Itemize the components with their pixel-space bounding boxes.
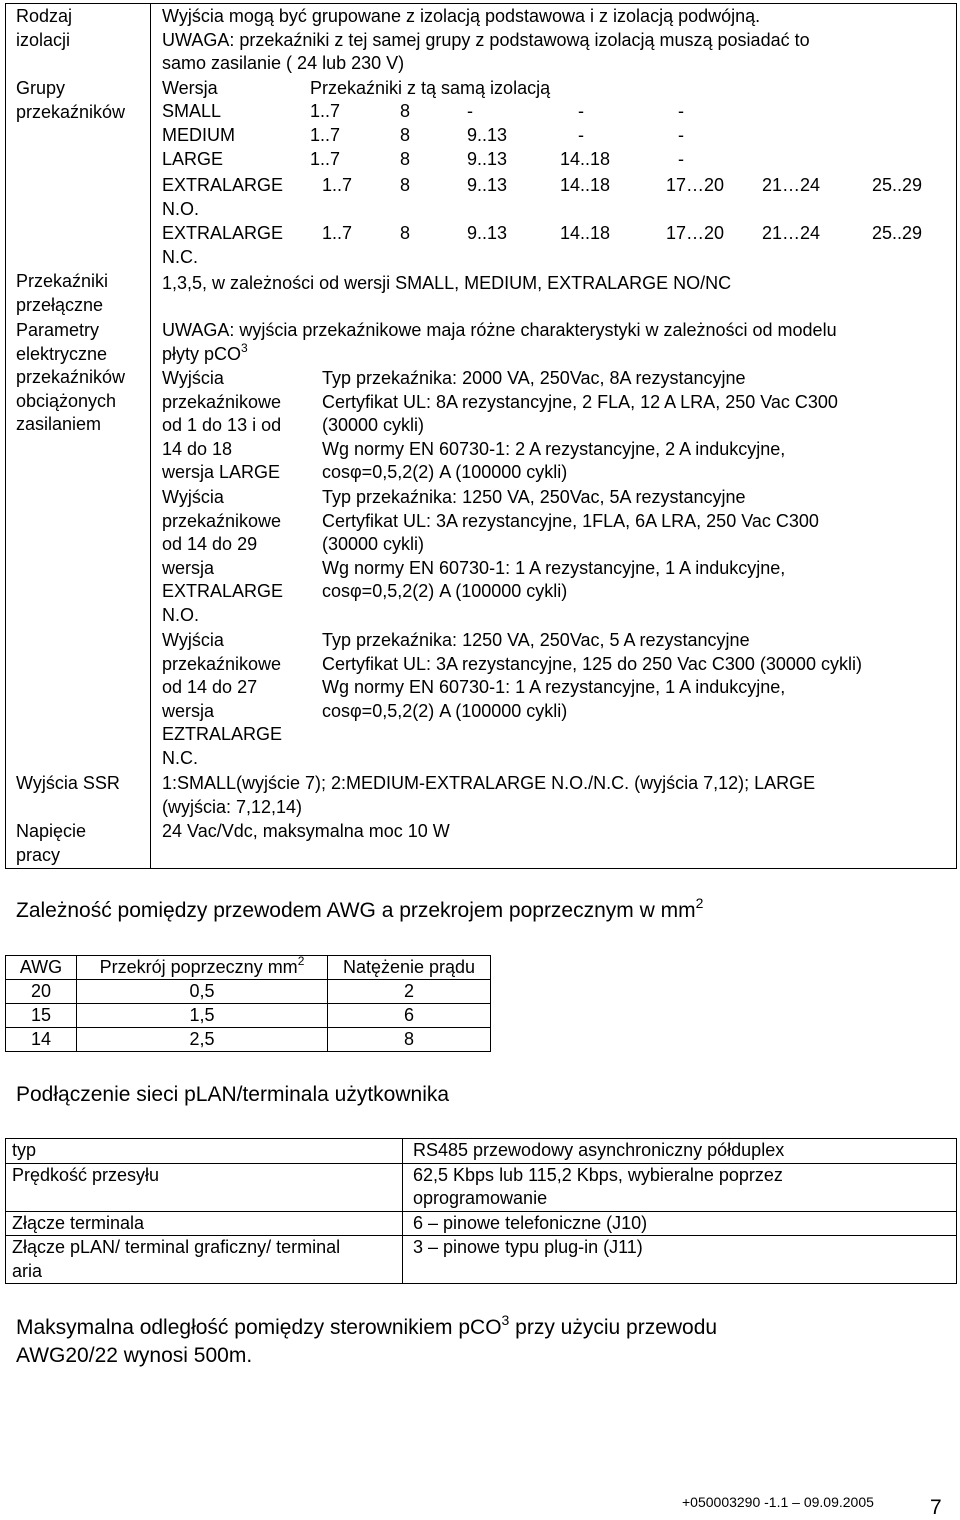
table-row: 14 2,5 8 [6,1028,491,1052]
label-parametry: Parametry elektryczne przekaźników obciążonych zasilaniem [16,320,126,434]
napiecie-value: 24 Vac/Vdc, maksymalna moc 10 W [162,821,450,841]
parametry-note: UWAGA: wyjścia przekaźnikowe maja różne charakterystyki w zależności od modelu płyty pCO$^3$ [162,320,837,364]
max-distance-text: Maksymalna odległość pomiędzy sterownikiem pCO$^3$ przy użyciu przewodu AWG20/22 wynosi 500m. [16,1312,718,1367]
table-row: Złącze pLAN/ terminal graficzny/ terminal aria 3 – pinowe typu plug-in (J11) [6,1236,957,1284]
label-rodzaj-izolacji: Rodzaj izolacji [16,6,73,50]
ssr-value: 1:SMALL(wyjście 7); 2:MEDIUM-EXTRALARGE N.O./N.C. (wyjścia 7,12); LARGE (wyjścia: 7,12,14) [162,773,816,817]
page-number: 7 [930,1496,942,1519]
awg-header-row [6,956,491,980]
param-group-1-right: Typ przekaźnika: 2000 VA, 250Vac, 8A rezystancyjne Certyfikat UL: 8A rezystancyjne, 2 FLA, 12 A LRA, 250 Vac C300 (30000 cykli) Wg normy EN 60730-1: 2 A rezystancyjne, 2 A indukcyjne, cosφ=0,5,2(2) A (100000 cykli) [322,368,838,482]
param-group-2-right: Typ przekaźnika: 1250 VA, 250Vac, 5A rezystancyjne Certyfikat UL: 3A rezystancyjne, 1FLA, 6A LRA, 250 Vac C300 (30000 cykli) Wg normy EN 60730-1: 1 A rezystancyjne, 1 A indukcyjne, cosφ=0,5,2(2) A (100000 cykli) [322,487,819,601]
label-ssr: Wyjścia SSR [16,773,120,793]
param-group-2-left: Wyjścia przekaźnikowe od 14 do 29 wersja EXTRALARGE N.O. [162,487,284,625]
param-group-1-left: Wyjścia przekaźnikowe od 1 do 13 i od 14 do 18 wersja LARGE [162,368,282,482]
groups-header-relays: Przekaźniki z tą samą izolacją [310,78,551,98]
label-przelaczne: Przekaźniki przełączne [16,271,109,315]
label-grupy: Grupy przekaźników [16,78,126,122]
awg-header-current: Natężenie prądu [328,956,491,980]
table-row: typ RS485 przewodowy asynchroniczny półduplex [6,1139,957,1164]
table-row: Prędkość przesyłu 62,5 Kbps lub 115,2 Kbps, wybieralne poprzez oprogramowanie [6,1163,957,1211]
plan-heading: Podłączenie sieci pLAN/terminala użytkownika [16,1083,450,1106]
groups-header-wersja: Wersja [162,78,218,98]
awg-heading: Zależność pomiędzy przewodem AWG a przekrojem poprzecznym w $mm^2$ [16,895,704,922]
plan-table [5,1138,957,1284]
table-row: Złącze terminala 6 – pinowe telefoniczne (J10) [6,1211,957,1236]
rodzaj-izolacji-text: Wyjścia mogą być grupowane z izolacją podstawowa i z izolacją podwójną. UWAGA: przekaźniki z tej samej grupy z podstawową izolacją muszą posiadać to samo zasilanie ( 24 lub 230 V) [162,6,810,73]
table-row: 15 1,5 6 [6,1004,491,1028]
param-group-3-left: Wyjścia przekaźnikowe od 14 do 27 wersja EZTRALARGE N.C. [162,630,283,768]
param-group-3-right: Typ przekaźnika: 1250 VA, 250Vac, 5 A rezystancyjne Certyfikat UL: 3A rezystancyjne, 125 do 250 Vac C300 (30000 cykli) Wg normy EN 60730-1: 1 A rezystancyjne, 1 A indukcyjne, cosφ=0,5,2(2) A (100000 cykli) [322,630,862,721]
table-row: 20 0,5 2 [6,980,491,1004]
awg-header-awg: AWG [6,956,77,980]
awg-table [5,955,491,1052]
przelaczne-value: 1,3,5, w zależności od wersji SMALL, MEDIUM, EXTRALARGE NO/NC [162,273,732,293]
awg-header-cross-section: Przekrój poprzeczny $mm^2$ [77,956,328,980]
label-napiecie: Napięcie pracy [16,821,87,865]
footer-doc-code: +050003290 -1.1 – 09.09.2005 [682,1494,874,1510]
